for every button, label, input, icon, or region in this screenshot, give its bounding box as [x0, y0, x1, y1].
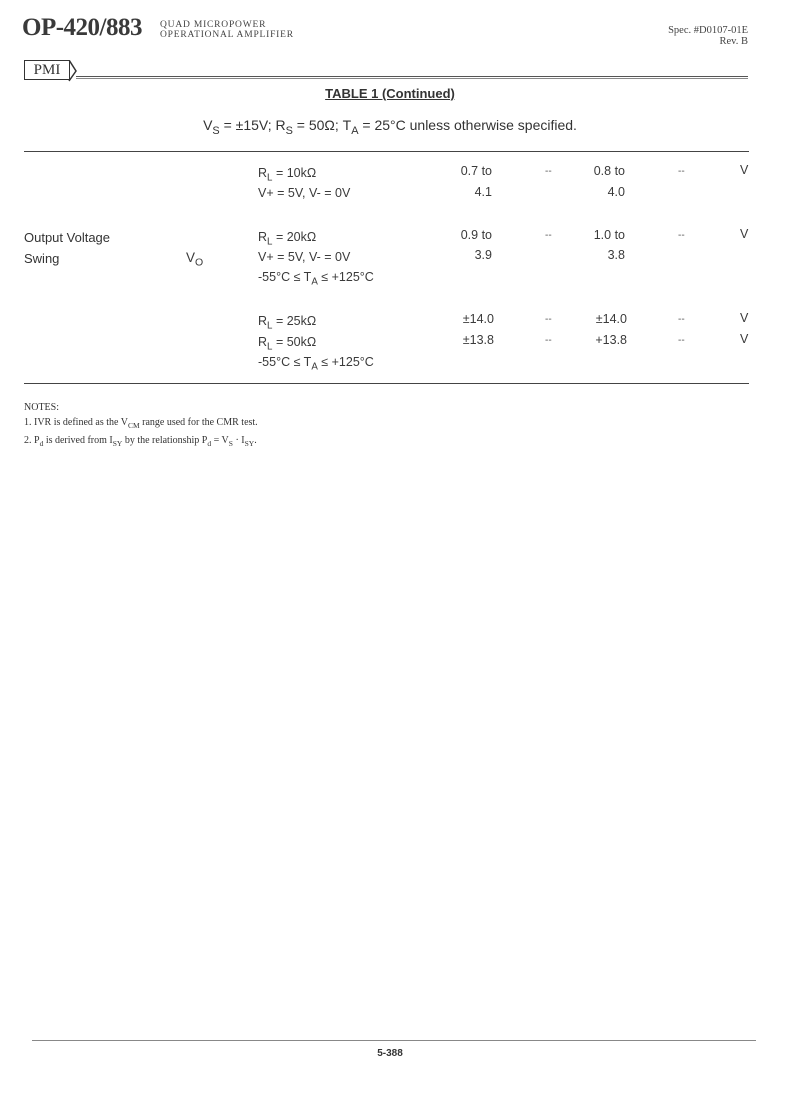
cond-sub: L — [267, 172, 273, 184]
part-description-line2: OPERATIONAL AMPLIFIER — [160, 30, 294, 40]
cond-sub: L — [267, 341, 273, 353]
row1-col3-line2: 4.0 — [607, 185, 625, 199]
row1-col1-line1: 0.7 to — [460, 164, 492, 178]
part-description — [160, 20, 294, 40]
header-rule-secondary — [76, 78, 748, 79]
note-text: = V — [211, 435, 229, 446]
pmi-logo: PMI — [24, 60, 70, 80]
row2-condition-temp — [258, 270, 374, 287]
cond-text: -55°C ≤ T — [258, 355, 312, 369]
note-text: range used for the CMR test. — [139, 417, 258, 428]
row2-col2: -- — [545, 230, 552, 241]
parameter-symbol — [186, 250, 203, 269]
cond-text: = 20kΩ — [272, 230, 317, 244]
cond-ta-value: = 25°C unless otherwise specified. — [358, 117, 577, 133]
cond-text: R — [258, 230, 268, 244]
part-number: OP-420/883 — [22, 14, 142, 41]
cond-text: ≤ +125°C — [317, 355, 374, 369]
note-text: · I — [232, 435, 245, 446]
revision: Rev. B — [719, 36, 748, 47]
row4-unit: V — [740, 332, 749, 346]
note-sub: d — [39, 439, 44, 448]
row2-col3-line1: 1.0 to — [593, 228, 625, 242]
cond-text: -55°C ≤ T — [258, 270, 312, 284]
cond-rs-value: = 50Ω; T — [292, 117, 352, 133]
cond-text: R — [258, 335, 268, 349]
row4-col4: -- — [678, 335, 685, 346]
note-1 — [24, 415, 258, 433]
parameter-line1: Output Voltage — [24, 230, 111, 245]
row2-col4: -- — [678, 230, 685, 241]
note-2 — [24, 433, 258, 451]
cond-text: = 50kΩ — [272, 335, 317, 349]
parameter-name — [24, 230, 110, 266]
row1-col3-line1: 0.8 to — [593, 164, 625, 178]
cond-rs-sub: S — [285, 124, 293, 137]
cond-vs-sub: S — [212, 124, 220, 137]
note-sub: CM — [127, 421, 140, 430]
header-rule — [76, 76, 748, 77]
row1-condition-supply: V+ = 5V, V- = 0V — [258, 186, 351, 200]
row1-col2: -- — [545, 166, 552, 177]
spec-number: Spec. #D0107-01E — [668, 25, 748, 36]
cond-sub: A — [311, 276, 318, 288]
spec-block — [668, 25, 748, 47]
row3-unit: V — [740, 311, 749, 325]
row2-col1-line2: 3.9 — [474, 248, 492, 262]
cond-text: ≤ +125°C — [317, 270, 374, 284]
row2-col1-line1: 0.9 to — [460, 228, 492, 242]
cond-text: R — [258, 166, 268, 180]
cond-ta-sub: A — [351, 124, 359, 137]
row2-condition-load — [258, 230, 316, 247]
note-sub: SY — [112, 439, 123, 448]
table-conditions — [0, 117, 780, 137]
row4-condition-load — [258, 335, 316, 352]
table-top-rule — [24, 151, 749, 152]
row1-condition-load — [258, 166, 316, 183]
note-text: . — [254, 435, 257, 446]
notes — [24, 400, 258, 451]
symbol-sub: O — [195, 256, 204, 269]
cond-vs-value: = ±15V; R — [219, 117, 286, 133]
row4-col1: ±13.8 — [462, 333, 494, 347]
footer-rule — [32, 1040, 756, 1041]
row3-col4: -- — [678, 314, 685, 325]
row3-col3: ±14.0 — [595, 312, 627, 326]
note-text: by the relationship P — [122, 435, 208, 446]
note-text: 1. IVR is defined as the V — [24, 417, 128, 428]
page-number: 5-388 — [377, 1048, 403, 1059]
cond-sub: L — [267, 236, 273, 248]
row4-col3: +13.8 — [595, 333, 627, 347]
table-bottom-rule — [24, 383, 749, 384]
cond-text: = 25kΩ — [272, 314, 317, 328]
row4-col2: -- — [545, 335, 552, 346]
row2-unit: V — [740, 227, 749, 241]
symbol-main: V — [186, 250, 196, 265]
row1-col1-line2: 4.1 — [474, 185, 492, 199]
row3-col2: -- — [545, 314, 552, 325]
note-text: 2. P — [24, 435, 40, 446]
row3-col1: ±14.0 — [462, 312, 494, 326]
cond-text: R — [258, 314, 268, 328]
cond-vs: V — [203, 117, 213, 133]
row4-condition-temp — [258, 355, 374, 372]
part-description-line1: QUAD MICROPOWER — [160, 20, 267, 30]
notes-heading: NOTES: — [24, 402, 59, 413]
row3-condition-load — [258, 314, 316, 331]
row1-col4: -- — [678, 166, 685, 177]
note-sub: d — [207, 439, 212, 448]
cond-sub: L — [267, 320, 273, 332]
row2-condition-supply: V+ = 5V, V- = 0V — [258, 250, 351, 264]
row2-col3-line2: 3.8 — [607, 248, 625, 262]
note-text: is derived from I — [43, 435, 113, 446]
table-title: TABLE 1 (Continued) — [325, 86, 455, 101]
cond-sub: A — [311, 361, 318, 373]
note-sub: SY — [244, 439, 255, 448]
row1-unit: V — [740, 163, 749, 177]
cond-text: = 10kΩ — [272, 166, 317, 180]
parameter-line2: Swing — [24, 251, 60, 266]
note-sub: S — [228, 439, 233, 448]
